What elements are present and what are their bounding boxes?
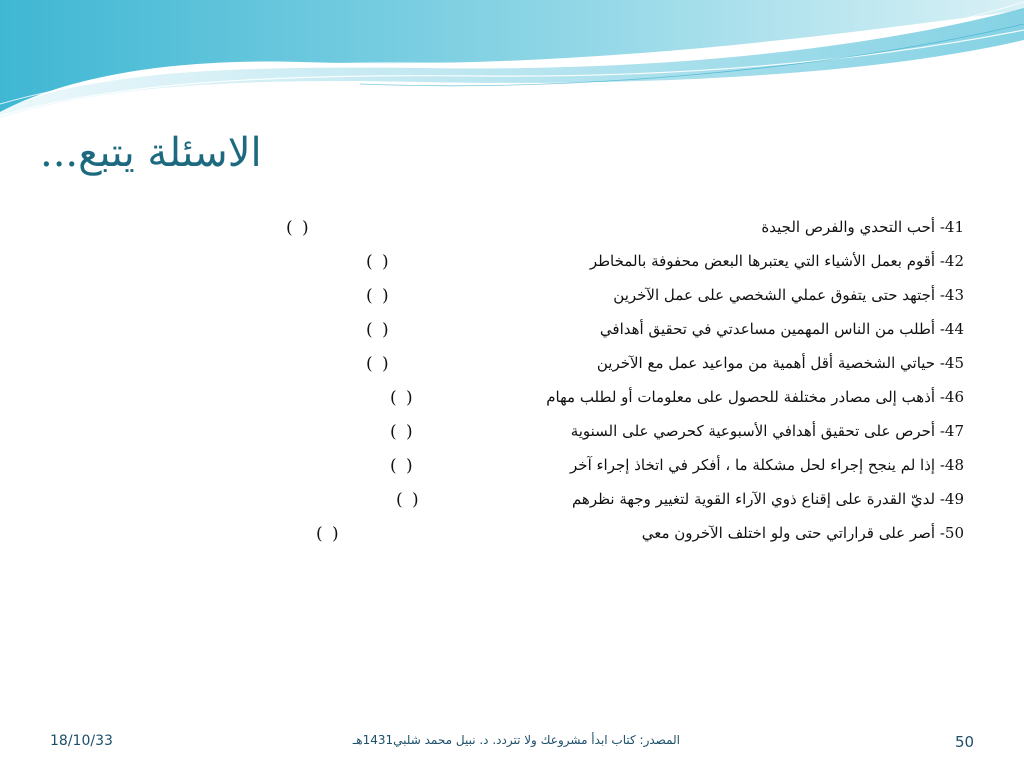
footer-date: 18/10/33	[50, 733, 113, 749]
answer-parentheses: ( )	[366, 320, 391, 340]
answer-parentheses: ( )	[390, 456, 415, 476]
answer-parentheses: ( )	[390, 388, 415, 408]
question-row	[0, 320, 1024, 350]
question-text: 48- إذا لم ينجح إجراء لحل مشكلة ما ، أفكر في اتخاذ إجراء آخر	[570, 456, 964, 474]
answer-parentheses: ( )	[286, 218, 311, 238]
question-text: 42- أقوم بعمل الأشياء التي يعتبرها البعض محفوفة بالمخاطر	[589, 252, 964, 270]
footer-source: المصدر: كتاب ابدأ مشروعك ولا تتردد. د. نبيل محمد شلبي1431هـ	[352, 733, 680, 747]
slide-page-number: 50	[955, 733, 975, 751]
question-row	[0, 524, 1024, 554]
answer-parentheses: ( )	[366, 252, 391, 272]
question-row	[0, 218, 1024, 248]
question-text: 46- أذهب إلى مصادر مختلفة للحصول على معلومات أو لطلب مهام	[546, 388, 964, 406]
question-text: 43- أجتهد حتى يتفوق عملي الشخصي على عمل الآخرين	[613, 286, 964, 304]
answer-parentheses: ( )	[316, 524, 341, 544]
question-text: 49- لديّ القدرة على إقناع ذوي الآراء القوية لتغيير وجهة نظرهم	[571, 490, 964, 508]
question-text: 44- أطلب من الناس المهمين مساعدتي في تحقيق أهدافي	[599, 320, 964, 338]
question-row	[0, 252, 1024, 282]
answer-parentheses: ( )	[390, 422, 415, 442]
question-text: 45- حياتي الشخصية أقل أهمية من مواعيد عمل مع الآخرين	[596, 354, 964, 372]
question-row	[0, 354, 1024, 384]
question-row	[0, 388, 1024, 418]
question-row	[0, 422, 1024, 452]
question-row	[0, 456, 1024, 486]
question-row	[0, 286, 1024, 316]
question-row	[0, 490, 1024, 520]
question-text: 47- أحرص على تحقيق أهدافي الأسبوعية كحرصي على السنوية	[570, 422, 964, 440]
answer-parentheses: ( )	[396, 490, 421, 510]
slide-title: الاسئلة يتبع...	[40, 130, 262, 176]
answer-parentheses: ( )	[366, 354, 391, 374]
header-wave-decoration	[0, 0, 1024, 120]
question-text: 50- أصر على قراراتي حتى ولو اختلف الآخرون معي	[641, 524, 964, 542]
answer-parentheses: ( )	[366, 286, 391, 306]
question-text: 41- أحب التحدي والفرص الجيدة	[761, 218, 964, 236]
